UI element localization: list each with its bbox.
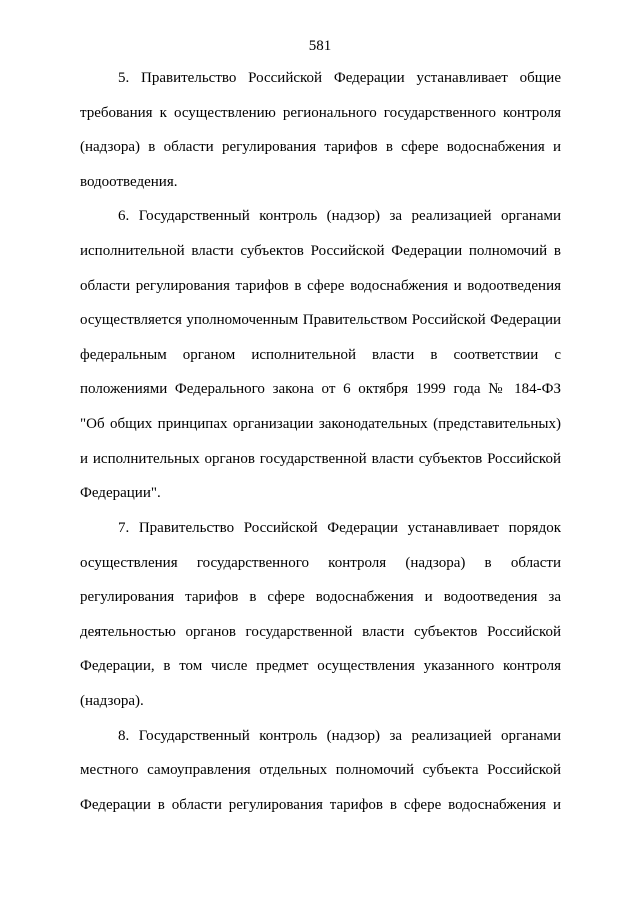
paragraph-5-line: водоотведения. (80, 173, 178, 190)
paragraph-6-line: 6. Государственный контроль (надзор) за реализацией органами (118, 208, 561, 225)
paragraph-7-line: 7. Правительство Российской Федерации устанавливает порядок (118, 519, 561, 536)
paragraph-7-line: (надзора). (80, 692, 144, 709)
paragraph-6-line: Федерации". (80, 485, 161, 502)
paragraph-6-line: "Об общих принципах организации законодательных (представительных) (80, 416, 561, 433)
paragraph-5-line: (надзора) в области регулирования тарифов в сфере водоснабжения и (80, 139, 561, 156)
page-number: 581 (308, 38, 332, 54)
paragraph-7-line: осуществления государственного контроля (надзора) в области (80, 554, 561, 571)
paragraph-7-line: деятельностью органов государственной власти субъектов Российской (80, 623, 561, 640)
paragraph-8-line: местного самоуправления отдельных полномочий субъекта Российской (80, 762, 561, 779)
paragraph-7-line: регулирования тарифов в сфере водоснабжения и водоотведения за (80, 589, 561, 606)
paragraph-6-line: исполнительной власти субъектов Российской Федерации полномочий в (80, 243, 561, 260)
paragraph-6-line: области регулирования тарифов в сфере водоснабжения и водоотведения (80, 277, 561, 294)
paragraph-5-line: требования к осуществлению регионального государственного контроля (80, 104, 561, 121)
document-body (80, 61, 561, 822)
paragraph-8-line: 8. Государственный контроль (надзор) за реализацией органами (118, 727, 561, 744)
paragraph-6-line: положениями Федерального закона от 6 октября 1999 года № 184-ФЗ (80, 381, 561, 398)
paragraph-5-line: 5. Правительство Российской Федерации устанавливает общие (118, 70, 561, 86)
paragraph-7-line: Федерации, в том числе предмет осуществления указанного контроля (80, 658, 561, 675)
paragraph-8-line: Федерации в области регулирования тарифов в сфере водоснабжения и (80, 796, 561, 813)
paragraph-6-line: и исполнительных органов государственной власти субъектов Российской (80, 450, 561, 467)
paragraph-6-line: федеральным органом исполнительной власти в соответствии с (80, 346, 561, 363)
paragraph-6-line: осуществляется уполномоченным Правительством Российской Федерации (80, 312, 561, 329)
